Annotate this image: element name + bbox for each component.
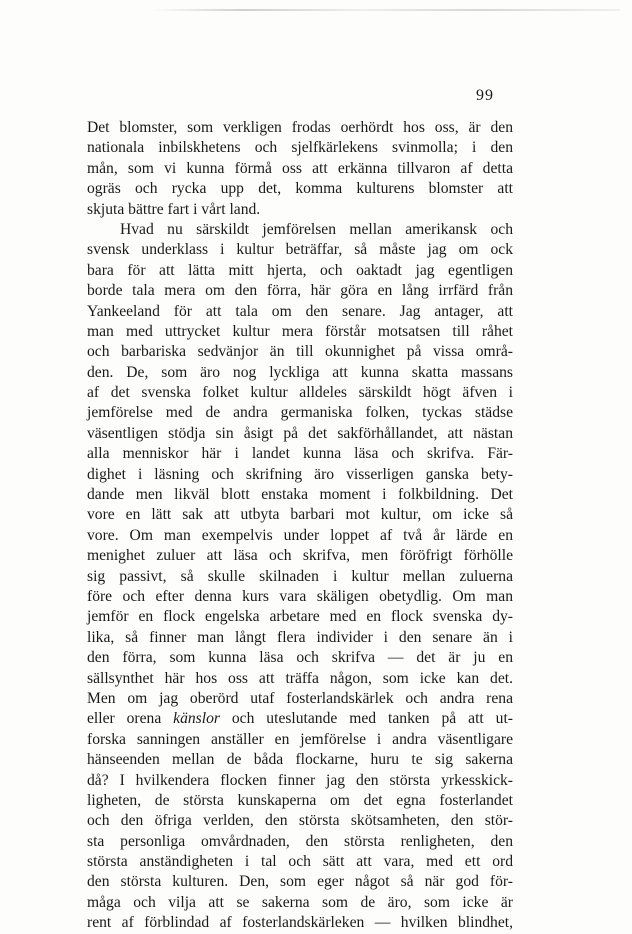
text-line-with-italic [87, 709, 513, 729]
text-line: den förra, som kunna läsa och skrifva — det är ju en [87, 649, 513, 667]
text-line: dighet i läsning och skrifning äro visserligen ganska bety- [87, 465, 513, 483]
text-line: alla menniskor här i landet kunna läsa och skrifva. Fär- [87, 445, 513, 463]
text-line: rent af förblindad af fosterlandskärleken — hvilken blindhet, [87, 914, 513, 932]
text-line: borde tala mera om den förra, här göra en lång irrfärd från [87, 282, 513, 300]
text-line: man med uttrycket kultur mera förstår motsatsen till råhet [87, 322, 513, 340]
text-line: mån, som vi kunna förmå oss att erkänna tillvaron af detta [87, 159, 513, 177]
text-line: och barbariska sedvänjor än till okunnighet på vissa områ- [87, 343, 513, 361]
text-line: lika, så finner man långt flera individer i den senare än i [87, 628, 513, 646]
text-line: Yankeeland för att tala om den senare. Jag antager, att [87, 302, 513, 320]
text-line: skjuta bättre fart i vårt land. [87, 200, 261, 218]
text-line: vore en lätt sak att utbyta barbari mot kultur, om icke så [87, 506, 513, 524]
text-line: den största kulturen. Den, som eger något så när god för- [87, 873, 513, 891]
text-line: den. De, som äro nog lyckliga att kunna skatta massans [87, 363, 513, 381]
body-text [87, 118, 513, 934]
text-line: väsentligen stödja sin åsigt på det sakförhållandet, att nästan [87, 424, 513, 442]
text-line: Men om jag oberörd utaf fosterlandskärlek och andra rena [87, 689, 513, 707]
text-line: sig passivt, så skulle skilnaden i kultur mellan zuluerna [87, 567, 513, 585]
text-line: nationala inbilskhetens och sjelfkärlekens svinmolla; i den [87, 139, 513, 157]
page-number: 99 [476, 87, 494, 104]
text-line: före och efter denna kurs vara skäligen obetydlig. Om man [87, 587, 513, 605]
text-line: forska sanningen anställer en jemförelse i andra väsentligare [87, 730, 513, 748]
text-line: ligheten, de största kunskaperna om det egna fosterlandet [87, 791, 513, 809]
italic-word: känslor [173, 710, 220, 728]
text-segment: och uteslutande med tanken på att ut- [219, 710, 513, 728]
text-line: sällsynthet här hos oss att träffa någon, som icke kan det. [87, 669, 513, 687]
text-line: då? I hvilkendera flocken finner jag den största yrkesskick- [87, 771, 513, 789]
text-line: menighet zuluer att läsa och skrifva, men föröfrigt förhölle [87, 547, 513, 565]
scan-edge-line [150, 9, 620, 11]
text-segment: eller orena [87, 710, 174, 728]
text-line: hänseenden mellan de båda flockarne, huru te sig sakerna [87, 751, 513, 769]
text-line: Hvad nu särskildt jemförelsen mellan amerikansk och [120, 220, 513, 238]
text-line: svensk underklass i kultur beträffar, så måste jag om ock [87, 241, 513, 259]
text-line: bara för att lätta mitt hjerta, och oaktadt jag egentligen [87, 261, 513, 279]
text-line: dande men likväl blott enstaka moment i folkbildning. Det [87, 486, 513, 504]
text-line: af det svenska folket kultur alldeles särskildt högt äfven i [87, 384, 513, 402]
text-line: måga och vilja att se sakerna som de äro, som icke är [87, 893, 513, 911]
text-line: jemförelse med de andra germaniska folken, tyckas städse [87, 404, 513, 422]
text-line: Det blomster, som verkligen frodas oerhördt hos oss, är den [87, 119, 513, 136]
text-line: största anständigheten i tal och sätt att vara, med ett ord [87, 853, 513, 871]
text-line: sta personliga omvårdnaden, den största renligheten, den [87, 832, 513, 850]
text-line: jemför en flock engelska arbetare med en flock svenska dy- [87, 608, 513, 626]
text-line: ogräs och rycka upp det, komma kulturens blomster att [87, 180, 513, 198]
text-line: och den öfriga verlden, den största skötsamheten, den stör- [87, 812, 513, 830]
text-line: vore. Om man exempelvis under loppet af två år lärde en [87, 526, 513, 544]
